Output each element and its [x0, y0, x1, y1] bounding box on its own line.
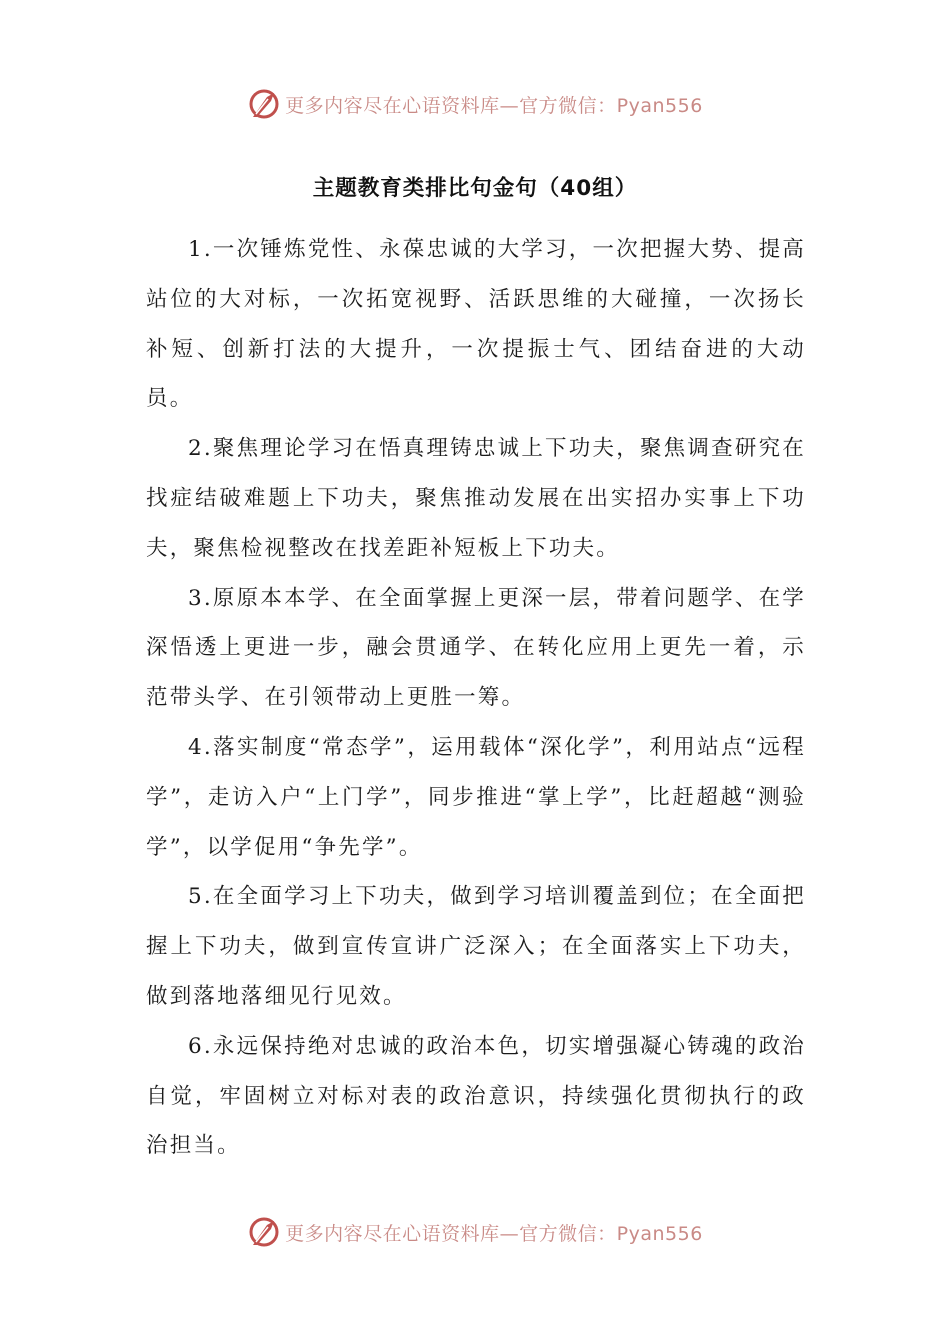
watermark-text: 更多内容尽在心语资料库—官方微信：Pyan556 [285, 94, 703, 117]
header-watermark [0, 82, 950, 126]
paragraph-4: 4.落实制度“常态学”，运用载体“深化学”，利用站点“远程学”，走访入户“上门学”，同步推进“掌上学”，比赶超越“测验学”，以学促用“争先学”。 [146, 734, 806, 860]
footer-watermark [0, 1210, 950, 1254]
document-body [146, 225, 806, 1171]
paragraph-6: 6.永远保持绝对忠诚的政治本色，切实增强凝心铸魂的政治自觉，牢固树立对标对表的政治意识，持续强化贯彻执行的政治担当。 [146, 1033, 806, 1159]
paragraph-1: 1.一次锤炼党性、永葆忠诚的大学习，一次把握大势、提高站位的大对标，一次拓宽视野、活跃思维的大碰撞，一次扬长补短、创新打法的大提升，一次提振士气、团结奋进的大动员。 [146, 237, 806, 412]
wechat-id: Pyan556 [616, 94, 703, 117]
wechat-id: Pyan556 [616, 1222, 703, 1245]
paragraph-3: 3.原原本本学、在全面掌握上更深一层，带着问题学、在学深悟透上更进一步，融会贯通学、在转化应用上更先一着，示范带头学、在引领带动上更胜一筹。 [146, 585, 806, 711]
pen-nib-circle-icon [247, 1215, 281, 1249]
pen-nib-circle-icon [247, 87, 281, 121]
paragraph-2: 2.聚焦理论学习在悟真理铸忠诚上下功夫，聚焦调查研究在找症结破难题上下功夫，聚焦推动发展在出实招办实事上下功夫，聚焦检视整改在找差距补短板上下功夫。 [146, 436, 806, 561]
paragraph-5: 5.在全面学习上下功夫，做到学习培训覆盖到位；在全面把握上下功夫，做到宣传宣讲广泛深入；在全面落实上下功夫，做到落地落细见行见效。 [146, 884, 806, 1009]
watermark-text: 更多内容尽在心语资料库—官方微信：Pyan556 [285, 1222, 703, 1245]
document-title: 主题教育类排比句金句（40组） [312, 176, 638, 201]
